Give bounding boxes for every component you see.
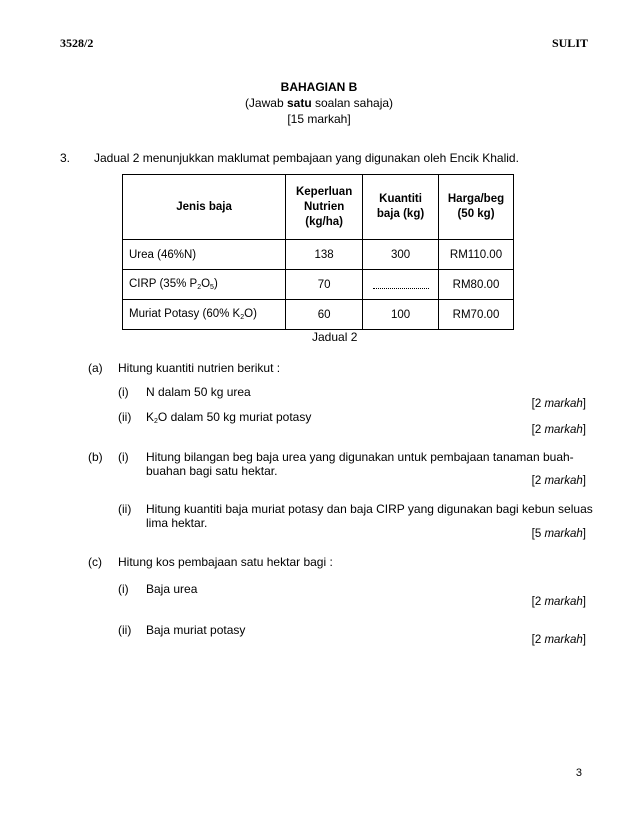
question-stem: Jadual 2 menunjukkan maklumat pembajaan yang digunakan oleh Encik Khalid. [94, 151, 519, 165]
part-c-ii-text: Baja muriat potasy [146, 623, 246, 637]
table-header-cell: Jenis baja [123, 175, 286, 240]
table-row [123, 270, 514, 300]
part-a-stem: Hitung kuantiti nutrien berikut : [118, 361, 281, 375]
marks-label: [2 markah] [531, 634, 586, 646]
part-b-label: (b) [88, 450, 103, 464]
table-cell-blank [363, 270, 439, 300]
table-cell: 60 [286, 300, 363, 330]
table-header-cell: Keperluan Nutrien (kg/ha) [286, 175, 363, 240]
part-b-i-number: (i) [118, 450, 129, 464]
table-cell: 300 [363, 240, 439, 270]
table-header-cell: Harga/beg (50 kg) [439, 175, 514, 240]
part-c-i-text: Baja urea [146, 582, 198, 596]
part-c-i-number: (i) [118, 582, 129, 596]
section-instruction: (Jawab satu soalan sahaja) [244, 96, 394, 110]
part-b-ii-number: (ii) [118, 502, 132, 516]
part-b-i-line2: buahan bagi satu hektar. [146, 464, 278, 478]
answer-blank [373, 278, 429, 289]
table-cell: 138 [286, 240, 363, 270]
section-heading [0, 80, 638, 126]
table-header-cell: Kuantiti baja (kg) [363, 175, 439, 240]
table-row [123, 300, 514, 330]
part-c-stem: Hitung kos pembajaan satu hektar bagi : [118, 555, 333, 569]
table-cell: RM70.00 [439, 300, 514, 330]
table-header-row [123, 175, 514, 240]
table-cell: Urea (46%N) [123, 240, 286, 270]
part-a-ii-text: $K_2O$ dalam 50 kg muriat potasy [146, 410, 312, 425]
table-cell: Muriat Potasy (60% $K_2O$) [123, 300, 286, 330]
part-a-ii-number: (ii) [118, 410, 132, 424]
part-a-i-number: (i) [118, 385, 129, 399]
part-a-i-text: N dalam 50 kg urea [146, 385, 251, 399]
section-title: BAHAGIAN B [280, 80, 358, 94]
section-marks: [15 markah] [287, 112, 351, 126]
marks-label: [5 markah] [531, 528, 586, 540]
question-number: 3. [60, 151, 71, 165]
marks-label: [2 markah] [531, 424, 586, 436]
page-number: 3 [575, 767, 582, 779]
table-cell: RM110.00 [439, 240, 514, 270]
part-b-ii-line2: lima hektar. [146, 516, 208, 530]
marks-label: [2 markah] [531, 596, 586, 608]
table-cell: CIRP (35% $P_2O_5$) [123, 270, 286, 300]
paper-code: 3528/2 [60, 36, 94, 50]
table-cell: RM80.00 [439, 270, 514, 300]
part-a-label: (a) [88, 361, 103, 375]
part-b-ii-line1: Hitung kuantiti baja muriat potasy dan baja CIRP yang digunakan bagi kebun seluas [146, 502, 593, 516]
marks-label: [2 markah] [531, 475, 586, 487]
marks-label: [2 markah] [531, 398, 586, 410]
table-row [123, 240, 514, 270]
table-cell: 100 [363, 300, 439, 330]
classification-label: SULIT [551, 36, 588, 50]
part-b-i-line1: Hitung bilangan beg baja urea yang digunakan untuk pembajaan tanaman buah- [146, 450, 574, 464]
part-c-ii-number: (ii) [118, 623, 132, 637]
part-c-label: (c) [88, 555, 102, 569]
table-cell: 70 [286, 270, 363, 300]
table-caption: Jadual 2 [312, 330, 358, 344]
fertilizer-table [122, 174, 514, 330]
